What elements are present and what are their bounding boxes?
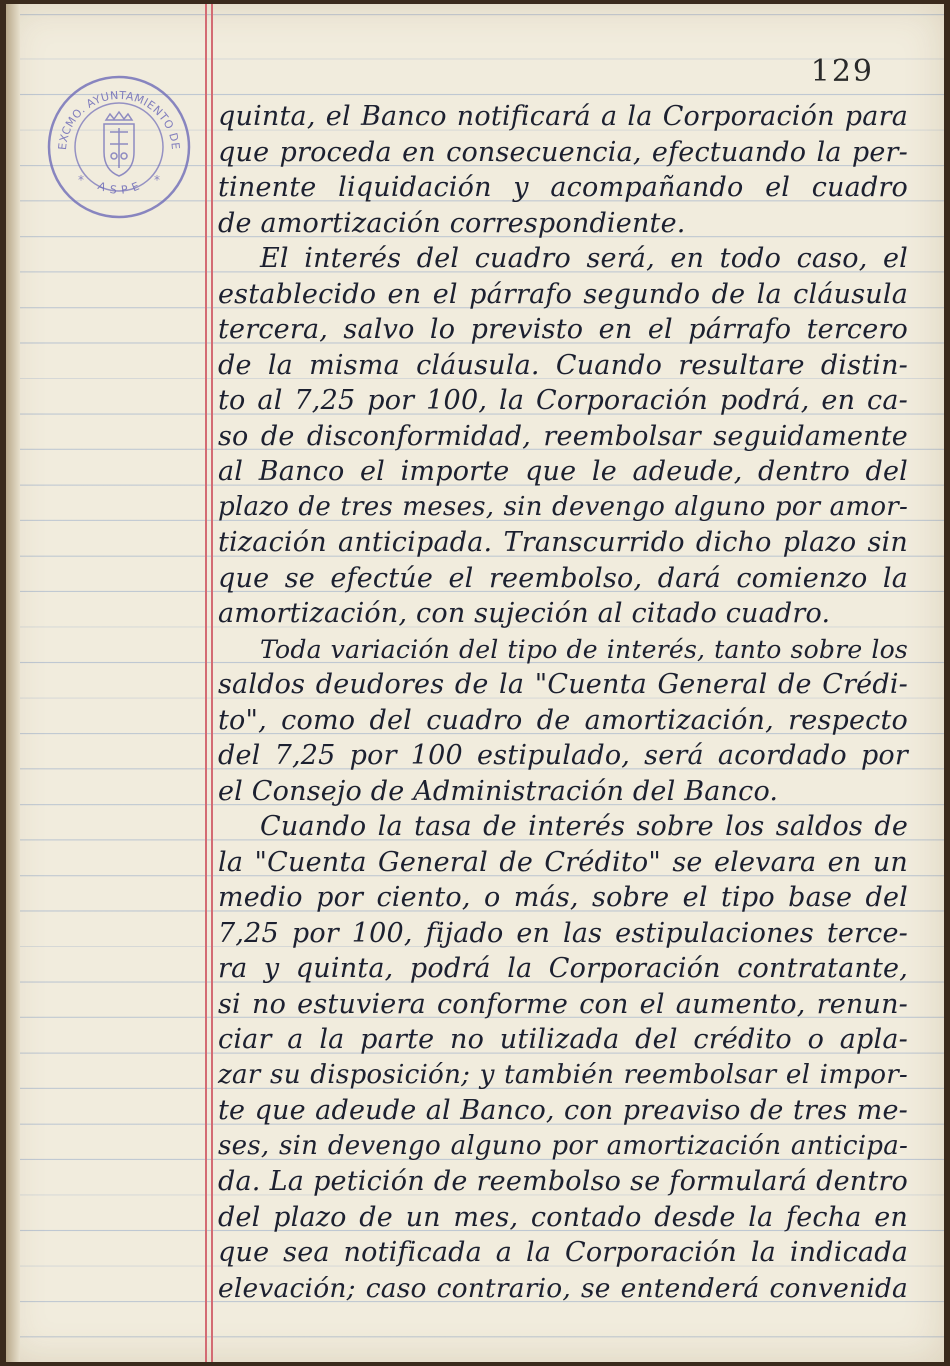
- text-line: de amortización correspondiente.: [218, 207, 686, 239]
- text-line: ses, sin devengo alguno por amortización anticipa-: [218, 1130, 908, 1161]
- text-line: que se efectúe el reembolso, dará comienzo la: [218, 562, 908, 594]
- text-line: tercera, salvo lo previsto en el párrafo tercero: [218, 314, 908, 345]
- text-line: El interés del cuadro será, en todo caso, el: [260, 243, 908, 274]
- text-line: ciar a la parte no utilizada del crédito o apla-: [218, 1024, 908, 1055]
- svg-text:*: *: [154, 173, 160, 187]
- text-line: Cuando la tasa de interés sobre los saldos de: [260, 811, 908, 842]
- text-line: del 7,25 por 100 estipulado, será acordado por: [218, 740, 908, 771]
- text-line: saldos deudores de la "Cuenta General de Crédi-: [218, 669, 908, 700]
- page-binding: [6, 4, 20, 1362]
- text-line: tinente liquidación y acompañando el cuadro: [218, 172, 908, 203]
- text-line: Toda variación del tipo de interés, tanto sobre los: [260, 634, 908, 664]
- text-line: zar su disposición; y también reembolsar el impor-: [218, 1059, 908, 1090]
- text-line: te que adeude al Banco, con preaviso de tres me-: [218, 1095, 908, 1126]
- page-number: 129: [810, 54, 874, 89]
- svg-text:*: *: [78, 173, 84, 187]
- text-line: to al 7,25 por 100, la Corporación podrá, en ca-: [218, 385, 908, 416]
- text-line: quinta, el Banco notificará a la Corporación para: [218, 101, 908, 132]
- text-line: so de disconformidad, reembolsar seguidamente: [218, 420, 908, 452]
- text-line: to", como del cuadro de amortización, respecto: [218, 704, 908, 736]
- text-line: la "Cuenta General de Crédito" se elevara en un: [218, 846, 908, 878]
- coat-of-arms-icon: [104, 112, 134, 176]
- text-line: amortización, con sujeción al citado cuadro.: [218, 598, 831, 629]
- text-line: da. La petición de reembolso se formulará dentro: [218, 1166, 908, 1197]
- text-line: si no estuviera conforme con el aumento, renun-: [218, 988, 908, 1020]
- text-line: plazo de tres meses, sin devengo alguno por amor-: [218, 491, 908, 522]
- margin-line: [211, 4, 213, 1362]
- text-line: tización anticipada. Transcurrido dicho plazo sin: [218, 527, 908, 558]
- handwritten-text-block: [218, 99, 908, 1306]
- text-line: del plazo de un mes, contado desde la fecha en: [218, 1201, 908, 1233]
- text-line: establecido en el párrafo segundo de la cláusula: [218, 278, 908, 310]
- text-line: elevación; caso contrario, se entenderá convenida: [218, 1272, 908, 1304]
- text-line: el Consejo de Administración del Banco.: [218, 775, 779, 807]
- seal-bottom-text: A S P E: [95, 179, 143, 197]
- text-line: 7,25 por 100, fijado en las estipulaciones terce-: [218, 917, 908, 949]
- text-line: de la misma cláusula. Cuando resultare distin-: [218, 349, 908, 381]
- seal-top-text: EXCMO. AYUNTAMIENTO DE: [55, 88, 183, 151]
- svg-text:A S P E: [96, 179, 142, 197]
- text-line: que proceda en consecuencia, efectuando la per-: [218, 136, 908, 168]
- text-line: al Banco el importe que le adeude, dentro del: [218, 456, 908, 487]
- margin-line: [205, 4, 207, 1362]
- text-line: ra y quinta, podrá la Corporación contratante,: [218, 953, 908, 984]
- municipal-seal: [44, 72, 194, 222]
- text-line: medio por ciento, o más, sobre el tipo base del: [218, 882, 908, 913]
- text-line: que sea notificada a la Corporación la indicada: [218, 1237, 908, 1268]
- document-page: [6, 4, 944, 1362]
